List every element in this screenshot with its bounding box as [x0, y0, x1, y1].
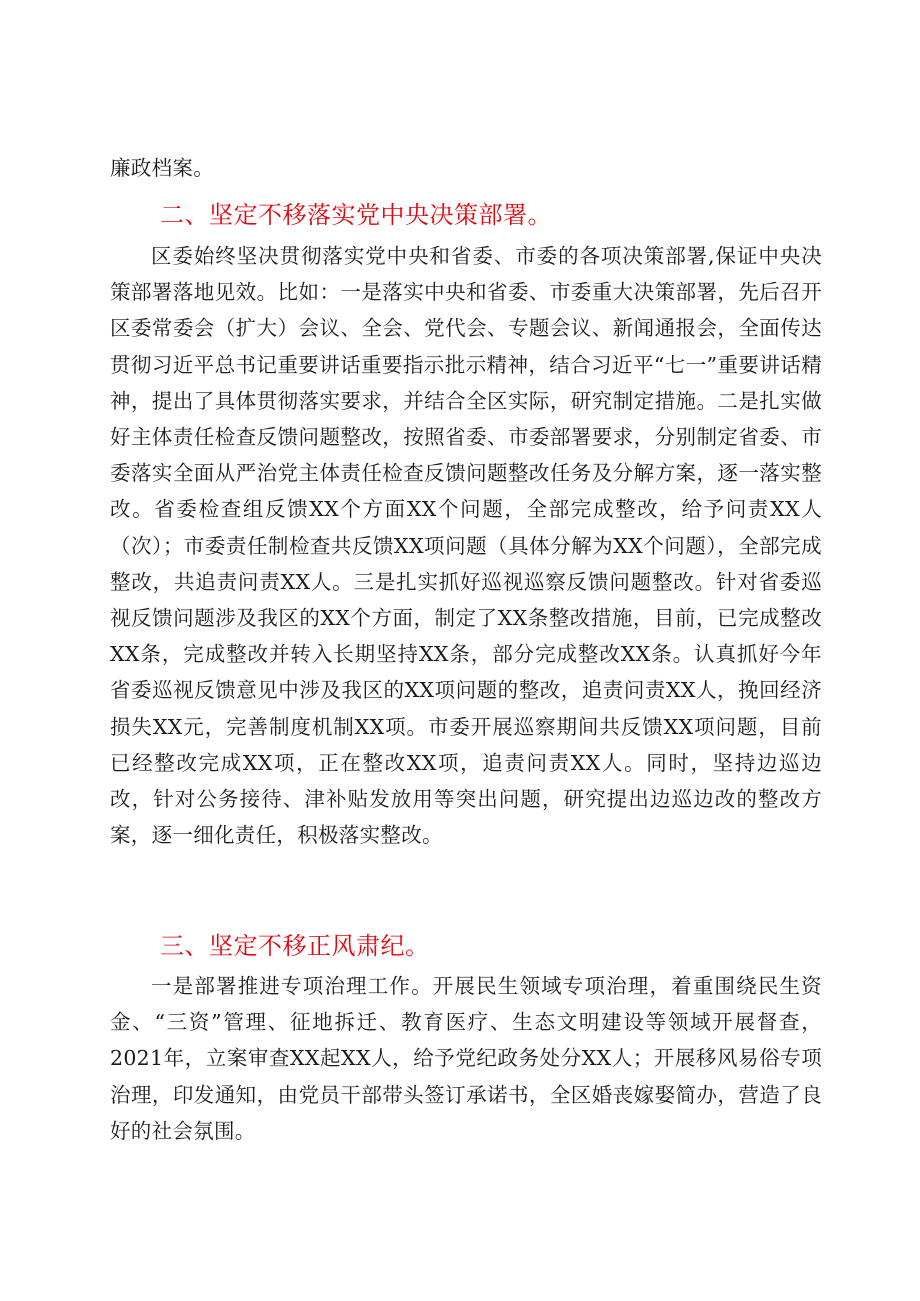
section-heading-2: 二、坚定不移落实党中央决策部署。: [160, 201, 552, 229]
section-heading-3: 三、坚定不移正风肃纪。: [160, 932, 430, 960]
paragraph-continuation: 廉政档案。: [110, 156, 214, 180]
paragraph-section-2-body: 区委始终坚决贯彻落实党中央和省委、市委的各项决策部署,保证中央决策部署落地见效。比如：一是落实中央和省委、市委重大决策部署，先后召开区委常委会（扩大）会议、全会、党代会、专题会议、新闻通报会，全面传达贯彻习近平总书记重要讲话重要指示批示精神，结合习近平“七一”重要讲话精神，提出了具体贯彻落实要求，并结合全区实际，研究制定措施。二是扎实做好主体责任检查反馈问题整改，按照省委、市委部署要求，分别制定省委、市委落实全面从严治党主体责任检查反馈问题整改任务及分解方案，逐一落实整改。省委检查组反馈XX个方面XX个问题，全部完成整改，给予问责XX人（次）；市委责任制检查共反馈XX项问题（具体分解为XX个问题），全部完成整改，共追责问责XX人。三是扎实抓好巡视巡察反馈问题整改。针对省委巡视反馈问题涉及我区的XX个方面，制定了XX条整改措施，目前，已完成整改XX条，完成整改并转入长期坚持XX条，部分完成整改XX条。认真抓好今年省委巡视反馈意见中涉及我区的XX项问题的整改，追责问责XX人，挽回经济损失XX元，完善制度机制XX项。市委开展巡察期间共反馈XX项问题，目前已经整改完成XX项，正在整改XX项，追责问责XX人。同时，坚持边巡边改，针对公务接待、津补贴发放用等突出问题，研究提出边巡边改的整改方案，逐一细化责任，积极落实整改。: [110, 244, 822, 848]
paragraph-section-3-body: 一是部署推进专项治理工作。开展民生领域专项治理，着重围绕民生资金、“三资”管理、征地拆迁、教育医疗、生态文明建设等领域开展督查，2021年，立案审查XX起XX人，给予党纪政务处分XX人；开展移风易俗专项治理，印发通知，由党员干部带头签订承诺书，全区婚丧嫁娶简办，营造了良好的社会氛围。: [110, 974, 822, 1143]
